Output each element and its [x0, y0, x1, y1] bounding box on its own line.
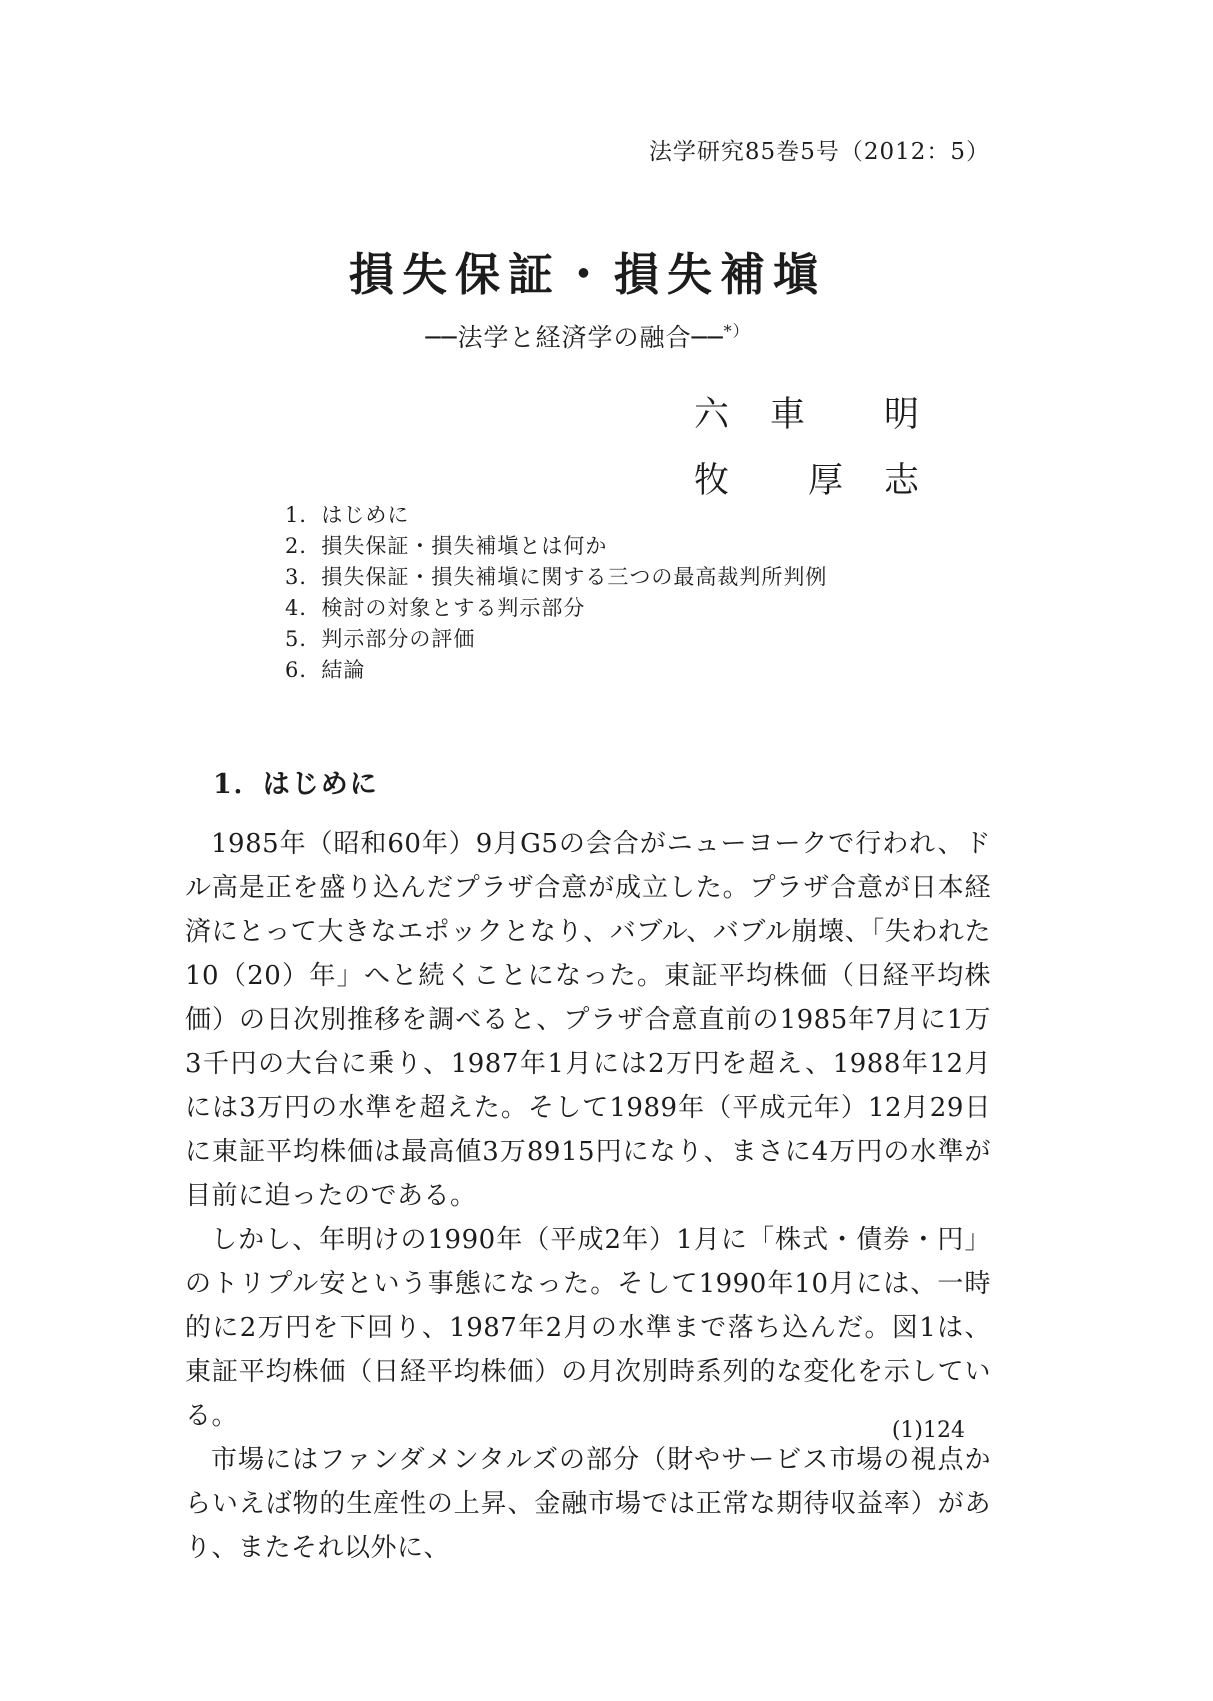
- toc-item-2: 2．損失保証・損失補塡とは何か: [285, 534, 608, 558]
- toc-item-5: 5．判示部分の評価: [285, 627, 476, 651]
- table-of-contents: [285, 500, 827, 686]
- body-text: [185, 822, 991, 1570]
- author-block: [185, 382, 922, 514]
- toc-item-4: 4．検討の対象とする判示部分: [285, 596, 586, 620]
- footnote-mark: *）: [723, 321, 750, 341]
- section-heading: 1．はじめに: [213, 769, 379, 800]
- toc-item-3: 3．損失保証・損失補塡に関する三つの最高裁判所判例: [285, 565, 828, 589]
- body-paragraph-3: 市場にはファンダメンタルズの部分（財やサービス市場の視点からいえば物的生産性の上昇、金融市場では正常な期待収益率）があり、またそれ以外に、: [185, 1445, 991, 1563]
- body-paragraph-2: しかし、年明けの1990年（平成2年）1月に「株式・債券・円」のトリプル安という事態になった。そして1990年10月には、一時的に2万円を下回り、1987年2月の水準まで落ち込んだ。図1は、東証平均株価（日経平均株価）の月次別時系列的な変化を示している。: [185, 1225, 991, 1431]
- article-title: 損失保証・損失補塡: [348, 248, 826, 301]
- subtitle-text: ──法学と経済学の融合──: [425, 323, 724, 352]
- author-name-1: 六 車 明: [693, 395, 922, 435]
- page-number: (1)124: [891, 1418, 965, 1443]
- body-paragraph-1: 1985年（昭和60年）9月G5の会合がニューヨークで行われ、ドル高是正を盛り込んだプラザ合意が成立した。プラザ合意が日本経済にとって大きなエポックとなり、バブル、バブル崩壊、「失われた10（20）年」へと続くことになった。東証平均株価（日経平均株価）の日次別推移を調べると、プラザ合意直前の1985年7月に1万3千円の大台に乗り、1987年1月には2万円を超え、1988年12月には3万円の水準を超えた。そして1989年（平成元年）12月29日に東証平均株価は最高値3万8915円になり、まさに4万円の水準が目前に迫ったのである。: [185, 829, 991, 1211]
- journal-issue-header: 法学研究85巻5号（2012：5）: [648, 139, 990, 165]
- article-subtitle: [185, 318, 990, 354]
- author-name-2: 牧 厚 志: [693, 461, 922, 501]
- toc-item-6: 6．結論: [285, 658, 366, 682]
- toc-item-1: 1．はじめに: [285, 503, 410, 527]
